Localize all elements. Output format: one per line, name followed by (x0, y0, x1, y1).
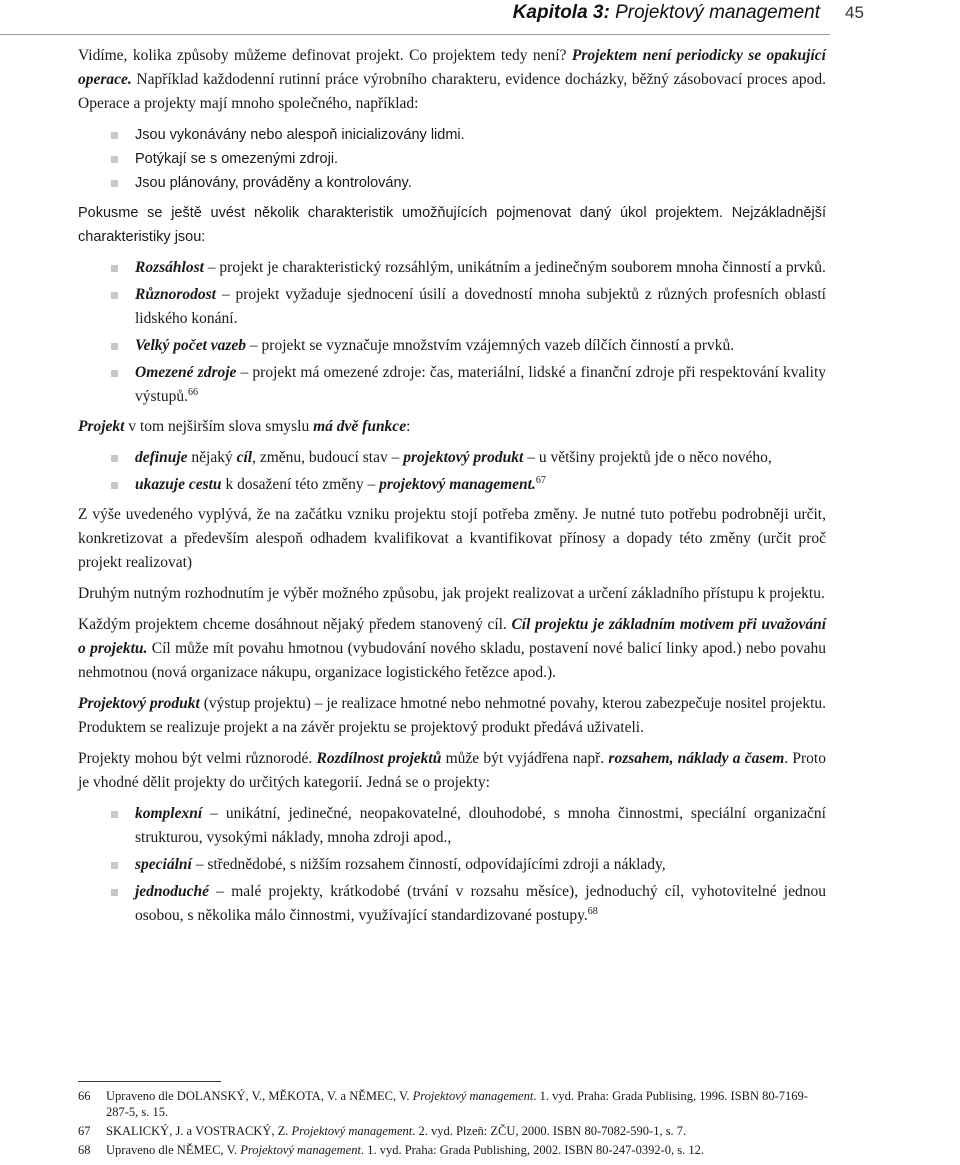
characteristics-list (78, 256, 826, 409)
footnote-number: 67 (78, 1124, 91, 1138)
footnote-rule (78, 1081, 221, 1082)
list-item: speciální – střednědobé, s nižším rozsahem činností, odpovídajícími zdroji a náklady, (78, 853, 826, 877)
bullet-icon (111, 889, 118, 896)
list-item: Potýkají se s omezenými zdroji. (78, 147, 826, 171)
list-item: Omezené zdroje – projekt má omezené zdroje: čas, materiální, lidské a finanční zdroje při respektování kvality výstupů.$^{66}$ (78, 361, 826, 409)
bullet-icon (111, 156, 118, 163)
list-item: jednoduché – malé projekty, krátkodobé (trvání v rozsahu měsíce), jednoduchý cíl, vyhotovitelné jednou osobou, s několika málo činnostmi, využívající standardizované postupy.$^{68}$ (78, 880, 826, 928)
bullet-icon (111, 292, 118, 299)
list-item: Různorodost – projekt vyžaduje sjednocení úsilí a dovedností mnoha subjektů z různých profesních oblastí lidského konání. (78, 283, 826, 331)
footnote-ref: 67 (535, 474, 546, 486)
chapter-title: Projektový management (615, 2, 820, 23)
footnote-ref: 66 (187, 386, 198, 398)
second-decision-paragraph: Druhým nutným rozhodnutím je výběr možného způsobu, jak projekt realizovat a určení základního přístupu k projektu. (78, 585, 825, 602)
bullet-icon (111, 862, 118, 869)
types-paragraph: Projekty mohou být velmi různorodé. Rozdílnost projektů může být vyjádřena např. rozsahem, náklady a časem. Proto je vhodné dělit projekty do určitých kategorií. Jedná se o projekty: (78, 750, 826, 791)
product-paragraph: Projektový produkt (výstup projektu) – je realizace hmotné nebo nehmotné povahy, kterou zabezpečuje nositel projektu. Produktem se realizuje projekt a na závěr projektu se projektový produkt předává uživateli. (78, 695, 826, 736)
list-item: Velký počet vazeb – projekt se vyznačuje množstvím vzájemných vazeb dílčích činností a prvků. (78, 334, 826, 358)
intro-paragraph: Vidíme, kolika způsoby můžeme definovat projekt. Co projektem tedy není? Projektem není periodicky se opakující operace. Například každodenní rutinní práce výrobního charakteru, evidence docházky, běžný zásobovací proces apod. Operace a projekty mají mnoho společného, například: (78, 47, 826, 112)
types-list (78, 802, 826, 928)
bullet-icon (111, 343, 118, 350)
bullet-icon (111, 132, 118, 139)
bullet-icon (111, 370, 118, 377)
footnote-number: 68 (78, 1143, 91, 1157)
footnote: 67 SKALICKÝ, J. a VOSTRACKÝ, Z. Projektový management. 2. vyd. Plzeň: ZČU, 2000. ISBN 80-7082-590-1, s. 7. (78, 1124, 687, 1138)
footnote: 66 Upraveno dle DOLANSKÝ, V., MĚKOTA, V. a NĚMEC, V. Projektový management. 1. vyd. Praha: Grada Publising, 1996. ISBN 80-7169-287-5, s. 15. (78, 1089, 808, 1119)
header-rule (0, 34, 830, 35)
page-header (0, 0, 960, 36)
footnote-ref: 68 (587, 905, 598, 917)
main-content (78, 44, 826, 934)
functions-list (78, 446, 826, 497)
bullet-icon (111, 455, 118, 462)
footnote: 68 Upraveno dle NĚMEC, V. Projektový management. 1. vyd. Praha: Grada Publishing, 2002. ISBN 80-247-0392-0, s. 12. (78, 1143, 704, 1157)
characteristics-intro: Pokusme se ještě uvést několik charakteristik umožňujících pojmenovat daný úkol projektem. Nejzákladnější charakteristiky jsou: (78, 205, 826, 245)
chapter-heading (513, 0, 820, 26)
list-item: ukazuje cestu k dosažení této změny – projektový management.$^{67}$ (78, 473, 826, 497)
bullet-icon (111, 180, 118, 187)
bullet-icon (111, 265, 118, 272)
functions-intro: Projekt v tom nejširším slova smyslu má dvě funkce: (78, 418, 411, 435)
bullet-icon (111, 482, 118, 489)
goal-paragraph: Každým projektem chceme dosáhnout nějaký předem stanovený cíl. Cíl projektu je základním motivem při uvažování o projektu. Cíl může mít povahu hmotnou (vybudování nového skladu, postavení nové balicí linky apod.) nebo povahu nehmotnou (nová organizace nákupu, organizace logistického řetězce apod.). (78, 616, 827, 681)
list-item: definuje nějaký cíl, změnu, budoucí stav – projektový produkt – u většiny projektů jde o něco nového, (78, 446, 826, 470)
footnote-number: 66 (78, 1089, 91, 1103)
bullet-icon (111, 811, 118, 818)
page-number: 45 (845, 3, 864, 22)
list-item: Jsou plánovány, prováděny a kontrolovány. (78, 171, 826, 195)
list-item: komplexní – unikátní, jedinečné, neopakovatelné, dlouhodobé, s mnoha činnostmi, speciální organizační strukturou, vysokými náklady, mnoha zdroji apod., (78, 802, 826, 850)
footnotes (78, 1088, 830, 1161)
need-paragraph: Z výše uvedeného vyplývá, že na začátku vzniku projektu stojí potřeba změny. Je nutné tuto potřebu podrobněji určit, konkretizovat a především alespoň odhadem kvalifikovat a kvantifikovat přínosy a dopady této změny (určit proč projekt realizovat) (78, 506, 826, 571)
common-features-list (78, 123, 826, 195)
list-item: Jsou vykonávány nebo alespoň inicializovány lidmi. (78, 123, 826, 147)
chapter-label: Kapitola 3: (512, 2, 610, 23)
list-item: Rozsáhlost – projekt je charakteristický rozsáhlým, unikátním a jedinečným souborem mnoha činností a prvků. (78, 256, 826, 280)
